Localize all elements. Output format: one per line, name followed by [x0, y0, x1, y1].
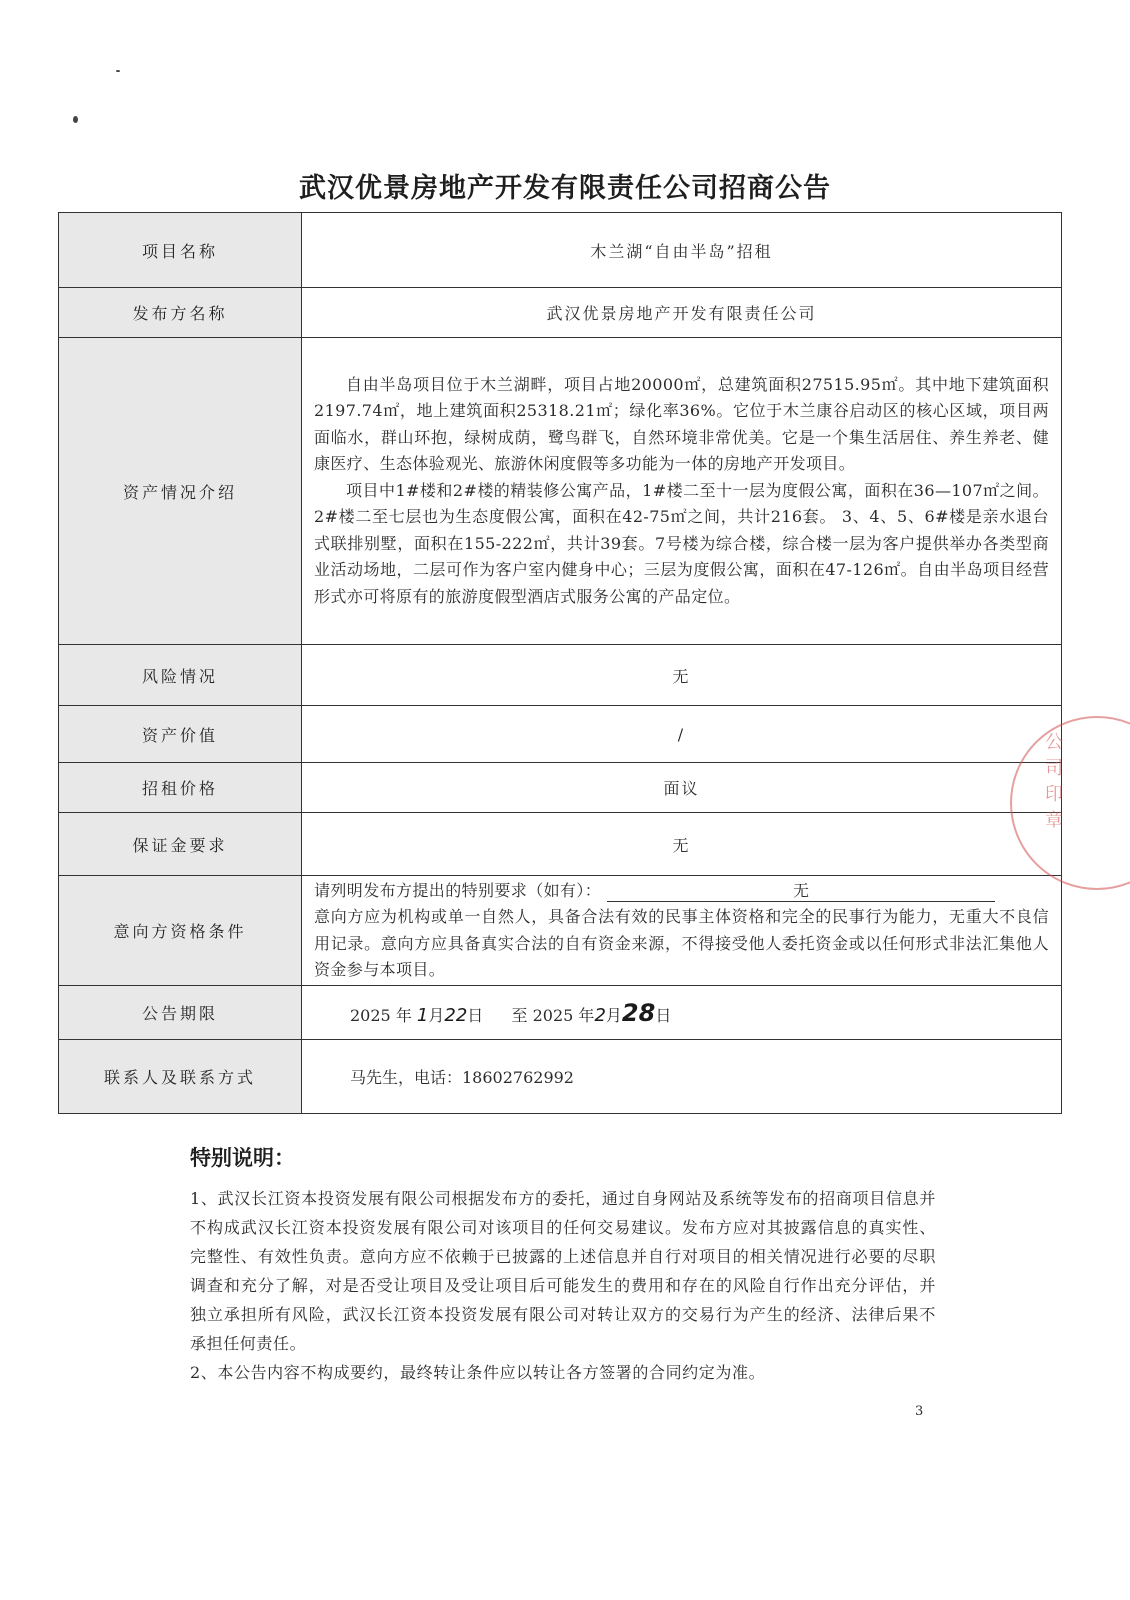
qualification-text: 意向方应为机构或单一自然人，具备合法有效的民事主体资格和完全的民事行为能力，无重大不良信用记录。意向方应具备真实合法的自有资金来源，不得接受他人委托资金或以任何形式非法汇集他人资金参与本项目。 — [314, 907, 1049, 979]
rent-price-label: 招租价格 — [59, 763, 302, 813]
risk-label: 风险情况 — [59, 645, 302, 706]
scan-speck — [116, 70, 120, 72]
special-requirement-line — [314, 878, 1049, 905]
project-name-label: 项目名称 — [59, 213, 302, 288]
end-day: 28 — [621, 998, 656, 1027]
asset-intro-cell — [302, 338, 1062, 645]
note-item: 2、本公告内容不构成要约，最终转让条件应以转让各方签署的合同约定为准。 — [190, 1363, 766, 1382]
period-to: 至 — [511, 1005, 528, 1025]
publisher-label: 发布方名称 — [59, 288, 302, 338]
end-year: 2025 — [532, 1005, 574, 1025]
deposit-label: 保证金要求 — [59, 813, 302, 876]
day-unit: 日 — [467, 1005, 484, 1025]
asset-intro-paragraph-2: 项目中1#楼和2#楼的精装修公寓产品，1#楼二至十一层为度假公寓，面积在36—107㎡之间。2#楼二至七层也为生态度假公寓，面积在42-75㎡之间，共计216套。 3、4、5、6#楼是亲水退台式联排别墅，面积在155-222㎡，共计39套。7号楼为综合楼，综合楼一层为客户提供举办各类型商业活动场地，二层可作为客户室内健身中心；三层为度假公寓，面积在47-126㎡。自由半岛项目经营形式亦可将原有的旅游度假型酒店式服务公寓的产品定位。 — [314, 480, 1049, 606]
period-label: 公告期限 — [59, 986, 302, 1040]
asset-intro-paragraph-1: 自由半岛项目位于木兰湖畔，项目占地20000㎡，总建筑面积27515.95㎡。其中地下建筑面积2197.74㎡，地上建筑面积25318.21㎡；绿化率36%。它位于木兰康谷启动区的核心区域，项目两面临水，群山环抱，绿树成荫，鹭鸟群飞，自然环境非常优美。它是一个集生活居住、养生养老、健康医疗、生态体验观光、旅游休闲度假等多功能为一体的房地产开发项目。 — [314, 374, 1049, 474]
page-title: 武汉优景房地产开发有限责任公司招商公告 — [299, 173, 831, 204]
start-year: 2025 — [350, 1005, 391, 1025]
scan-speck — [73, 116, 78, 123]
rent-price-value: 面议 — [302, 763, 1062, 813]
contact-value: 马先生，电话：18602762992 — [302, 1040, 1062, 1114]
year-unit: 年 — [578, 1005, 595, 1025]
start-day: 22 — [444, 1004, 468, 1026]
period-value — [302, 986, 1062, 1040]
table-row — [59, 338, 1062, 645]
table-row — [59, 706, 1062, 763]
page-number: 3 — [915, 1404, 924, 1419]
project-name-value: 木兰湖“自由半岛”招租 — [302, 213, 1062, 288]
qualification-cell — [302, 876, 1062, 986]
year-unit: 年 — [395, 1005, 412, 1025]
day-unit: 日 — [655, 1005, 672, 1025]
table-row — [59, 288, 1062, 338]
asset-intro-label: 资产情况介绍 — [59, 338, 302, 645]
asset-value-value: / — [302, 706, 1062, 763]
month-unit: 月 — [605, 1005, 622, 1025]
asset-value-label: 资产价值 — [59, 706, 302, 763]
qualification-label: 意向方资格条件 — [59, 876, 302, 986]
company-seal-text: 公司印章 — [1045, 732, 1063, 831]
contact-label: 联系人及联系方式 — [59, 1040, 302, 1114]
deposit-value: 无 — [302, 813, 1062, 876]
table-row — [59, 763, 1062, 813]
special-requirement-value: 无 — [607, 881, 995, 902]
note-item: 1、武汉长江资本投资发展有限公司根据发布方的委托，通过自身网站及系统等发布的招商项目信息并不构成武汉长江资本投资发展有限公司对该项目的任何交易建议。发布方应对其披露信息的真实性、完整性、有效性负责。意向方应不依赖于已披露的上述信息并自行对项目的相关情况进行必要的尽职调查和充分了解，对是否受让项目及受让项目后可能发生的费用和存在的风险自行作出充分评估，并独立承担所有风险，武汉长江资本投资发展有限公司对转让双方的交易行为产生的经济、法律后果不承担任何责任。 — [190, 1189, 936, 1353]
notes-title: 特别说明： — [190, 1146, 295, 1170]
month-unit: 月 — [428, 1005, 445, 1025]
end-month: 2 — [594, 1004, 606, 1026]
table-row — [59, 813, 1062, 876]
announcement-table — [58, 212, 1062, 1114]
special-requirement-prompt: 请列明发布方提出的特别要求（如有）： — [314, 880, 602, 900]
table-row — [59, 1040, 1062, 1114]
publisher-value: 武汉优景房地产开发有限责任公司 — [302, 288, 1062, 338]
table-row — [59, 645, 1062, 706]
table-row — [59, 876, 1062, 986]
risk-value: 无 — [302, 645, 1062, 706]
table-row — [59, 213, 1062, 288]
table-row — [59, 986, 1062, 1040]
notes-body — [190, 1184, 936, 1387]
start-month: 1 — [416, 1004, 429, 1026]
